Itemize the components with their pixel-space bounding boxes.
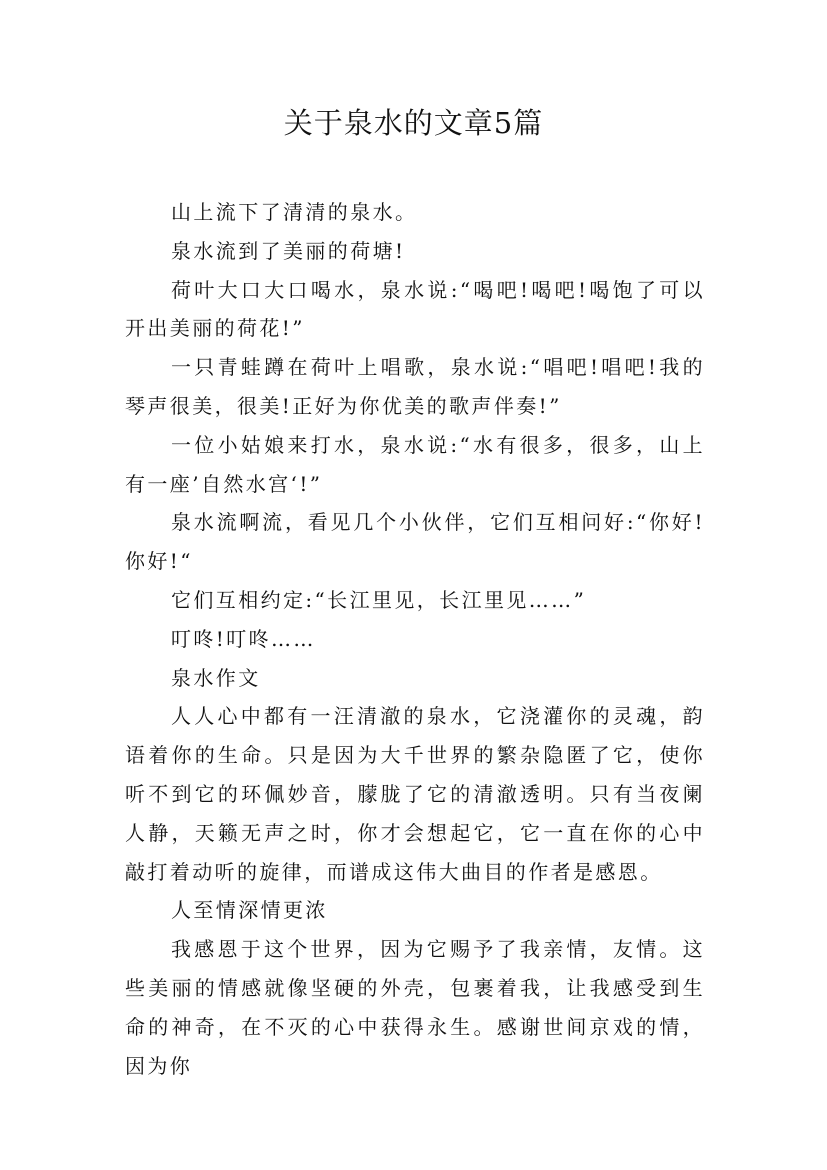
section-heading: 人至情深情更浓 — [171, 898, 328, 923]
document-body — [125, 193, 705, 1085]
paragraph: 它们互相约定:“长江里见，长江里见……” — [171, 587, 587, 612]
paragraph: 我感恩于这个世界，因为它赐予了我亲情，友情。这些美丽的情感就像坚硬的外壳，包裹着我，让我感受到生命的神奇，在不灭的心中获得永生。感谢世间京戏的情，因为你 — [125, 937, 705, 1078]
paragraph: 叮咚!叮咚…… — [171, 626, 316, 651]
section-heading: 泉水作文 — [171, 665, 261, 690]
document-title: 关于泉水的文章5篇 — [283, 106, 544, 140]
paragraph: 泉水流啊流，看见几个小伙伴，它们互相问好:“你好!你好!“ — [125, 510, 705, 574]
paragraph: 一只青蛙蹲在荷叶上唱歌，泉水说:“唱吧!唱吧!我的琴声很美，很美!正好为你优美的歌声伴奏!” — [125, 355, 705, 418]
paragraph: 人人心中都有一汪清澈的泉水，它浇灌你的灵魂，韵语着你的生命。只是因为大千世界的繁杂隐匿了它，使你听不到它的环佩妙音，朦胧了它的清澈透明。只有当夜阑人静，天籁无声之时，你才会想起它，它一直在你的心中敲打着动听的旋律，而谱成这伟大曲目的作者是感恩。 — [125, 704, 705, 884]
paragraph: 荷叶大口大口喝水，泉水说:“喝吧!喝吧!喝饱了可以开出美丽的荷花!” — [125, 277, 705, 341]
paragraph: 泉水流到了美丽的荷塘! — [171, 238, 406, 263]
paragraph: 山上流下了清清的泉水。 — [171, 200, 418, 224]
paragraph: 一位小姑娘来打水，泉水说:“水有很多，很多，山上有一座’自然水宫‘!” — [125, 432, 705, 496]
